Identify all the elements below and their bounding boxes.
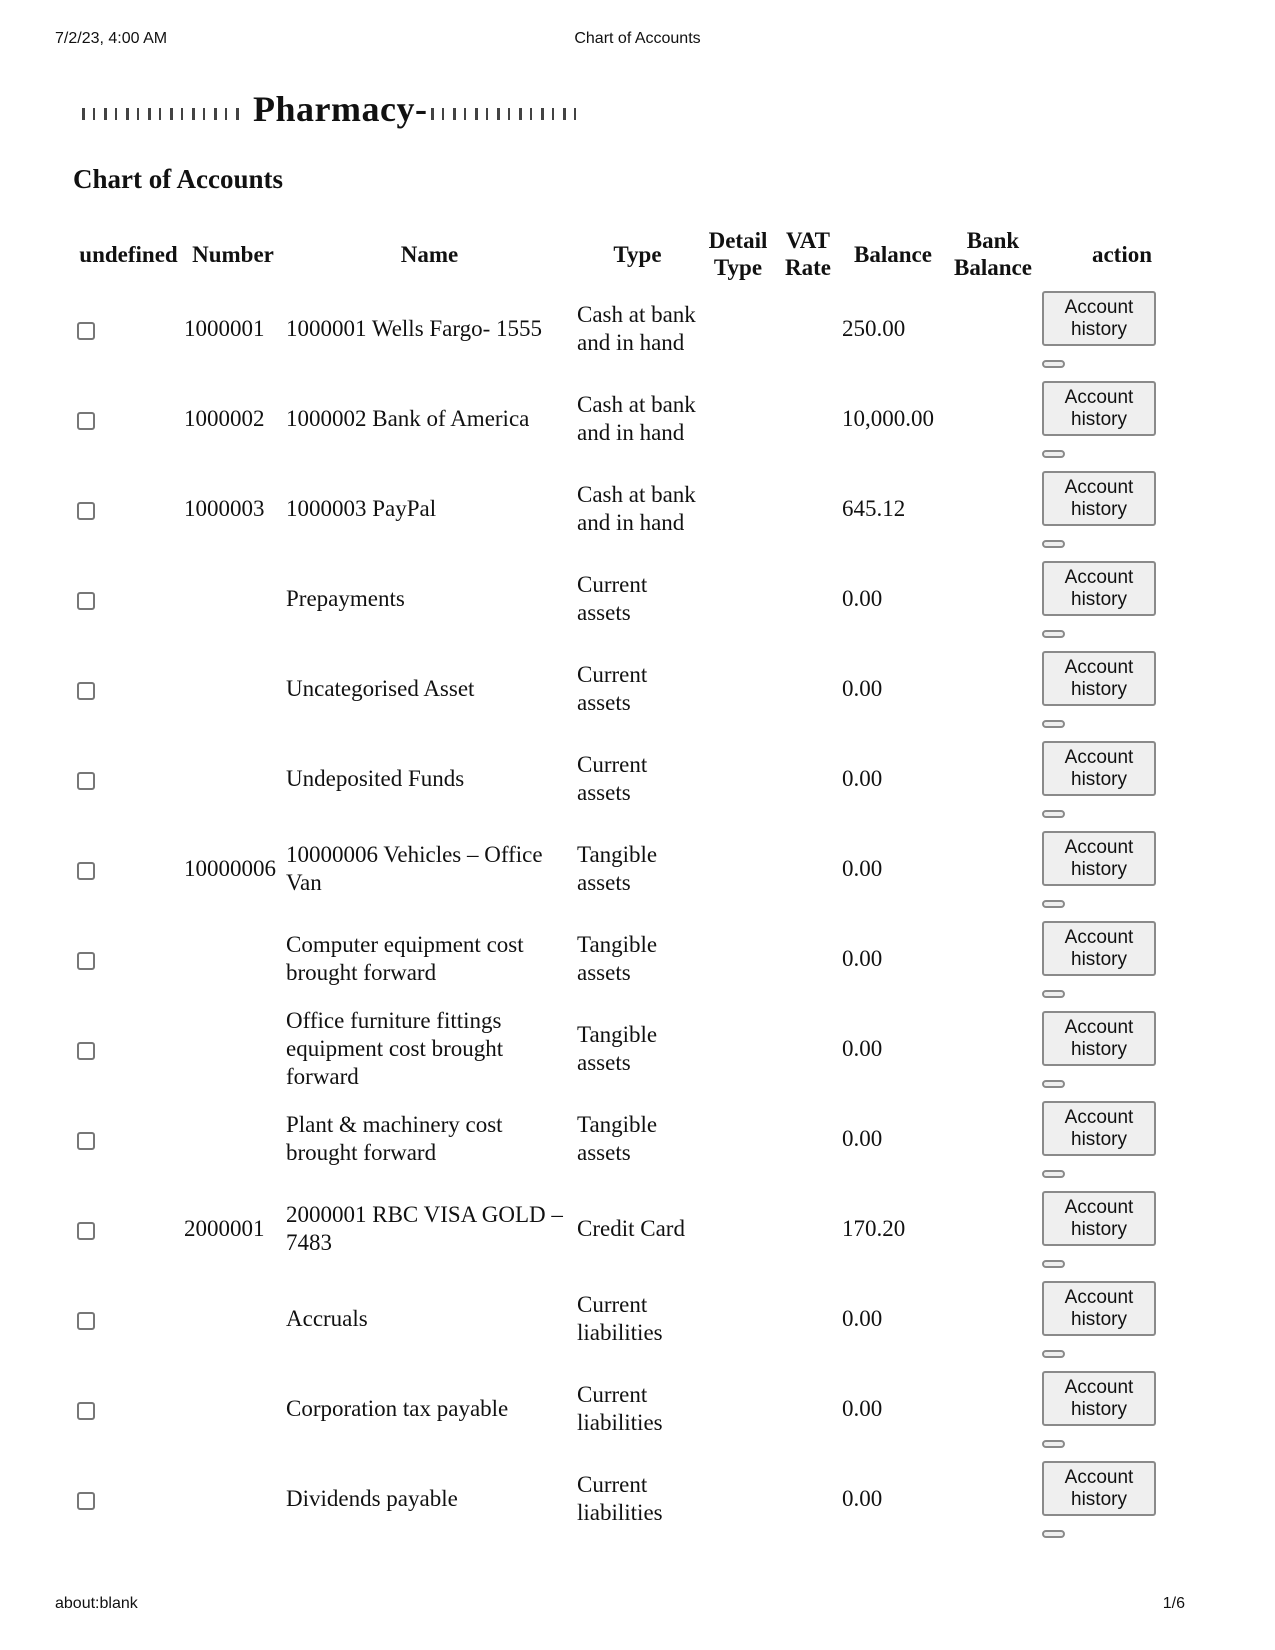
row-menu-button[interactable] [1042,1440,1065,1448]
action-cell [1042,1184,1202,1274]
table-row [77,914,1202,1004]
account-history-button[interactable]: Account history [1042,1011,1156,1066]
print-title: Chart of Accounts [574,30,701,47]
row-menu-button[interactable] [1042,1080,1065,1088]
column-header-detail-type: Detail Type [708,228,768,280]
select-cell [77,734,180,824]
select-cell [77,1454,180,1544]
action-cell [1042,554,1202,644]
account-number [184,1274,282,1364]
action-cell [1042,1004,1202,1094]
select-cell [77,1094,180,1184]
table-row [77,1004,1202,1094]
account-name: Accruals [286,1306,368,1331]
column-header-action: action [1091,241,1153,267]
account-name: 1000002 Bank of America [286,406,530,431]
account-bank-balance [948,374,1038,464]
account-type: Current liabilities [577,1382,663,1435]
account-bank-balance [948,1274,1038,1364]
account-history-button[interactable]: Account history [1042,921,1156,976]
account-vat-rate [778,284,838,374]
account-number [184,554,282,644]
table-row [77,1364,1202,1454]
accounts-table [73,224,1206,1544]
account-bank-balance [948,734,1038,824]
redacted-text [431,98,576,128]
account-number: 1000001 [184,316,265,341]
account-balance: 0.00 [842,1486,883,1511]
account-type: Current liabilities [577,1292,663,1345]
table-row [77,1094,1202,1184]
account-balance: 170.20 [842,1216,906,1241]
table-row [77,1454,1202,1544]
account-history-button[interactable]: Account history [1042,291,1156,346]
action-cell [1042,1274,1202,1364]
column-header-name: Name [400,241,459,267]
account-balance: 0.00 [842,1036,883,1061]
row-select-checkbox[interactable] [77,412,95,430]
account-balance: 0.00 [842,1396,883,1421]
account-detail-type [702,1364,774,1454]
account-type: Cash at bank and in hand [577,482,696,535]
table-body [77,284,1202,1544]
table-row [77,554,1202,644]
select-cell [77,464,180,554]
account-type: Current assets [577,572,648,625]
account-number [184,1364,282,1454]
account-history-button[interactable]: Account history [1042,741,1156,796]
column-header-select: undefined [79,241,178,267]
account-name: Dividends payable [286,1486,458,1511]
account-type: Cash at bank and in hand [577,392,696,445]
row-menu-button[interactable] [1042,990,1065,998]
account-detail-type [702,1454,774,1544]
account-type: Current assets [577,662,648,715]
row-select-checkbox[interactable] [77,1402,95,1420]
column-header-type: Type [613,241,662,267]
account-history-button[interactable]: Account history [1042,561,1156,616]
account-history-button[interactable]: Account history [1042,1191,1156,1246]
row-select-checkbox[interactable] [77,502,95,520]
account-vat-rate [778,914,838,1004]
account-vat-rate [778,464,838,554]
action-cell [1042,914,1202,1004]
column-header-number: Number [192,241,274,267]
account-type: Cash at bank and in hand [577,302,696,355]
account-vat-rate [778,1364,838,1454]
account-vat-rate [778,644,838,734]
account-name: 10000006 Vehicles – Office Van [286,842,543,895]
select-cell [77,284,180,374]
account-type: Credit Card [577,1216,685,1241]
account-vat-rate [778,374,838,464]
account-vat-rate [778,1454,838,1544]
row-select-checkbox[interactable] [77,322,95,340]
row-select-checkbox[interactable] [77,1042,95,1060]
account-type: Tangible assets [577,1112,658,1165]
redacted-text [82,98,247,128]
account-bank-balance [948,554,1038,644]
account-number [184,1094,282,1184]
account-detail-type [702,1184,774,1274]
account-name: Prepayments [286,586,405,611]
row-select-checkbox[interactable] [77,952,95,970]
action-cell [1042,374,1202,464]
company-title [82,88,576,130]
account-number [184,644,282,734]
row-menu-button[interactable] [1042,1350,1065,1358]
row-menu-button[interactable] [1042,810,1065,818]
account-vat-rate [778,1004,838,1094]
account-history-button[interactable]: Account history [1042,831,1156,886]
account-name: 1000003 PayPal [286,496,437,521]
account-history-button[interactable]: Account history [1042,471,1156,526]
account-history-button[interactable]: Account history [1042,651,1156,706]
row-menu-button[interactable] [1042,450,1065,458]
account-vat-rate [778,734,838,824]
account-number: 1000002 [184,406,265,431]
row-select-checkbox[interactable] [77,1492,95,1510]
account-name: Computer equipment cost brought forward [286,932,524,985]
select-cell [77,554,180,644]
table-row [77,644,1202,734]
account-detail-type [702,1274,774,1364]
row-menu-button[interactable] [1042,900,1065,908]
row-select-checkbox[interactable] [77,1222,95,1240]
account-bank-balance [948,644,1038,734]
account-detail-type [702,554,774,644]
account-detail-type [702,1004,774,1094]
action-cell [1042,1454,1202,1544]
table-row [77,374,1202,464]
account-history-button[interactable]: Account history [1042,381,1156,436]
action-cell [1042,824,1202,914]
account-bank-balance [948,1364,1038,1454]
action-cell [1042,284,1202,374]
table-row [77,284,1202,374]
account-name: Plant & machinery cost brought forward [286,1112,503,1165]
account-bank-balance [948,824,1038,914]
table-row [77,1184,1202,1274]
account-type: Tangible assets [577,842,658,895]
account-balance: 0.00 [842,766,883,791]
print-page-number: 1/6 [1162,1595,1185,1612]
account-bank-balance [948,464,1038,554]
row-menu-button[interactable] [1042,1260,1065,1268]
account-name: Corporation tax payable [286,1396,509,1421]
row-select-checkbox[interactable] [77,862,95,880]
row-select-checkbox[interactable] [77,682,95,700]
account-vat-rate [778,1184,838,1274]
account-bank-balance [948,284,1038,374]
account-name: 2000001 RBC VISA GOLD – 7483 [286,1202,563,1255]
account-name: Office furniture fittings equipment cost brought forward [286,1008,504,1089]
account-history-button[interactable]: Account history [1042,1101,1156,1156]
account-number: 10000006 [184,856,276,881]
account-bank-balance [948,914,1038,1004]
account-balance: 0.00 [842,856,883,881]
account-detail-type [702,644,774,734]
account-detail-type [702,374,774,464]
account-vat-rate [778,554,838,644]
account-type: Tangible assets [577,1022,658,1075]
select-cell [77,1364,180,1454]
account-vat-rate [778,1094,838,1184]
table-row [77,464,1202,554]
action-cell [1042,464,1202,554]
account-number [184,1454,282,1544]
table-row [77,1274,1202,1364]
account-number [184,734,282,824]
account-balance: 0.00 [842,946,883,971]
column-header-vat-rate: VAT Rate [785,228,831,280]
row-menu-button[interactable] [1042,630,1065,638]
select-cell [77,824,180,914]
action-cell [1042,1364,1202,1454]
account-detail-type [702,914,774,1004]
account-balance: 0.00 [842,1306,883,1331]
account-history-button[interactable]: Account history [1042,1281,1156,1336]
account-name: 1000001 Wells Fargo- 1555 [286,316,543,341]
select-cell [77,644,180,734]
row-select-checkbox[interactable] [77,1312,95,1330]
select-cell [77,914,180,1004]
select-cell [77,1004,180,1094]
select-cell [77,1274,180,1364]
print-header [55,30,1220,52]
account-detail-type [702,284,774,374]
company-name-visible: Pharmacy- [253,89,428,129]
account-number [184,1004,282,1094]
print-datetime: 7/2/23, 4:00 AM [55,30,168,47]
account-bank-balance [948,1094,1038,1184]
row-select-checkbox[interactable] [77,592,95,610]
account-balance: 250.00 [842,316,906,341]
account-number [184,914,282,1004]
account-detail-type [702,1094,774,1184]
account-type: Current assets [577,752,648,805]
table-row [77,824,1202,914]
row-menu-button[interactable] [1042,540,1065,548]
row-select-checkbox[interactable] [77,772,95,790]
account-balance: 0.00 [842,1126,883,1151]
table-row [77,734,1202,824]
account-history-button[interactable]: Account history [1042,1371,1156,1426]
select-cell [77,1184,180,1274]
account-detail-type [702,824,774,914]
row-menu-button[interactable] [1042,1170,1065,1178]
account-number: 2000001 [184,1216,265,1241]
table-header-row [77,224,1202,284]
account-bank-balance [948,1454,1038,1544]
action-cell [1042,734,1202,824]
account-detail-type [702,734,774,824]
page-title: Chart of Accounts [73,164,283,194]
account-type: Current liabilities [577,1472,663,1525]
column-header-bank-balance: Bank Balance [954,228,1032,280]
account-bank-balance [948,1004,1038,1094]
account-number: 1000003 [184,496,265,521]
account-name: Uncategorised Asset [286,676,475,701]
column-header-balance: Balance [854,241,932,267]
account-balance: 0.00 [842,676,883,701]
account-balance: 10,000.00 [842,406,934,431]
row-select-checkbox[interactable] [77,1132,95,1150]
account-detail-type [702,464,774,554]
account-history-button[interactable]: Account history [1042,1461,1156,1516]
row-menu-button[interactable] [1042,360,1065,368]
account-vat-rate [778,1274,838,1364]
account-balance: 0.00 [842,586,883,611]
select-cell [77,374,180,464]
print-footer [55,1595,1185,1617]
account-balance: 645.12 [842,496,906,521]
action-cell [1042,1094,1202,1184]
print-url: about:blank [55,1595,138,1612]
account-vat-rate [778,824,838,914]
row-menu-button[interactable] [1042,1530,1065,1538]
account-bank-balance [948,1184,1038,1274]
action-cell [1042,644,1202,734]
account-name: Undeposited Funds [286,766,465,791]
account-type: Tangible assets [577,932,658,985]
row-menu-button[interactable] [1042,720,1065,728]
